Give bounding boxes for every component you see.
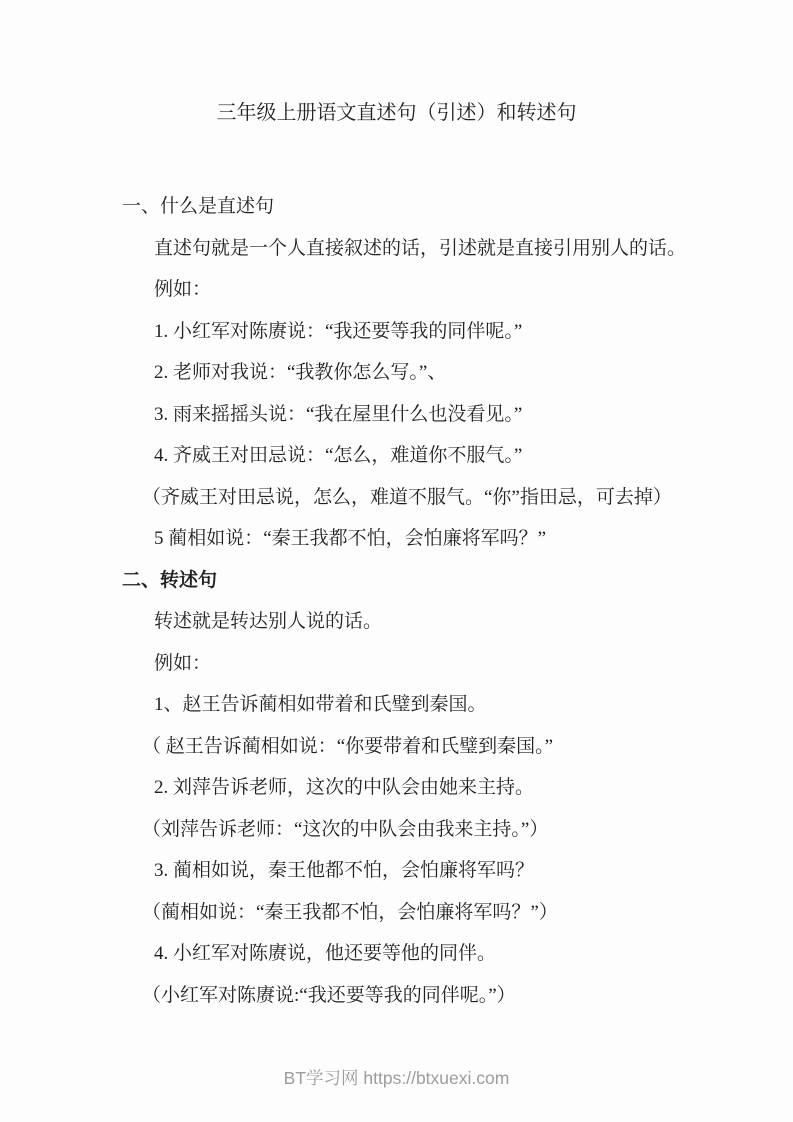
example-item: 2. 刘萍告诉老师，这次的中队会由她来主持。 bbox=[154, 777, 535, 799]
example-item: 4. 小红军对陈赓说，他还要等他的同伴。 bbox=[154, 943, 497, 965]
watermark-url[interactable]: https://btxuexi.com bbox=[363, 1068, 510, 1088]
example-item: 4. 齐威王对田忌说：“怎么，难道你不服气。” bbox=[154, 445, 523, 467]
note-line: （蔺相如说：“秦王我都不怕，会怕廉将军吗？”） bbox=[142, 901, 558, 923]
example-item: 3. 蔺相如说，秦王他都不怕，会怕廉将军吗？ bbox=[154, 860, 535, 882]
definition-line: 直述句就是一个人直接叙述的话，引述就是直接引用别人的话。 bbox=[154, 237, 687, 259]
note-line: （齐威王对田忌说，怎么，难道不服气。“你”指田忌，可去掉） bbox=[142, 486, 672, 508]
examples-label: 例如： bbox=[154, 279, 212, 301]
example-item: 5 蔺相如说：“秦王我都不怕，会怕廉将军吗？” bbox=[154, 528, 547, 550]
note-line: （ 赵王告诉蔺相如说：“你要带着和氏璧到秦国。” bbox=[142, 735, 554, 757]
example-item: 1. 小红军对陈赓说：“我还要等我的同伴呢。” bbox=[154, 320, 523, 342]
document-title: 三年级上册语文直述句（引述）和转述句 bbox=[216, 102, 577, 124]
note-line: （刘萍告诉老师：“这次的中队会由我来主持。”） bbox=[142, 818, 549, 840]
example-item: 3. 雨来摇摇头说：“我在屋里什么也没看见。” bbox=[154, 403, 523, 425]
definition-line: 转述就是转达别人说的话。 bbox=[154, 611, 383, 633]
section-2-heading: 二、转述句 bbox=[122, 569, 218, 591]
document-body bbox=[0, 184, 793, 1014]
example-item: 1、赵王告诉蔺相如带着和氏璧到秦国。 bbox=[154, 694, 487, 716]
examples-label: 例如： bbox=[154, 652, 212, 674]
example-item: 2. 老师对我说：“我教你怎么写。”、 bbox=[154, 362, 447, 384]
note-line: （小红军对陈赓说:“我还要等我的同伴呢。”） bbox=[142, 984, 516, 1006]
section-1-heading: 一、什么是直述句 bbox=[122, 196, 275, 218]
watermark-footer bbox=[0, 1064, 793, 1092]
watermark-site-name: BT学习网 bbox=[283, 1068, 359, 1088]
